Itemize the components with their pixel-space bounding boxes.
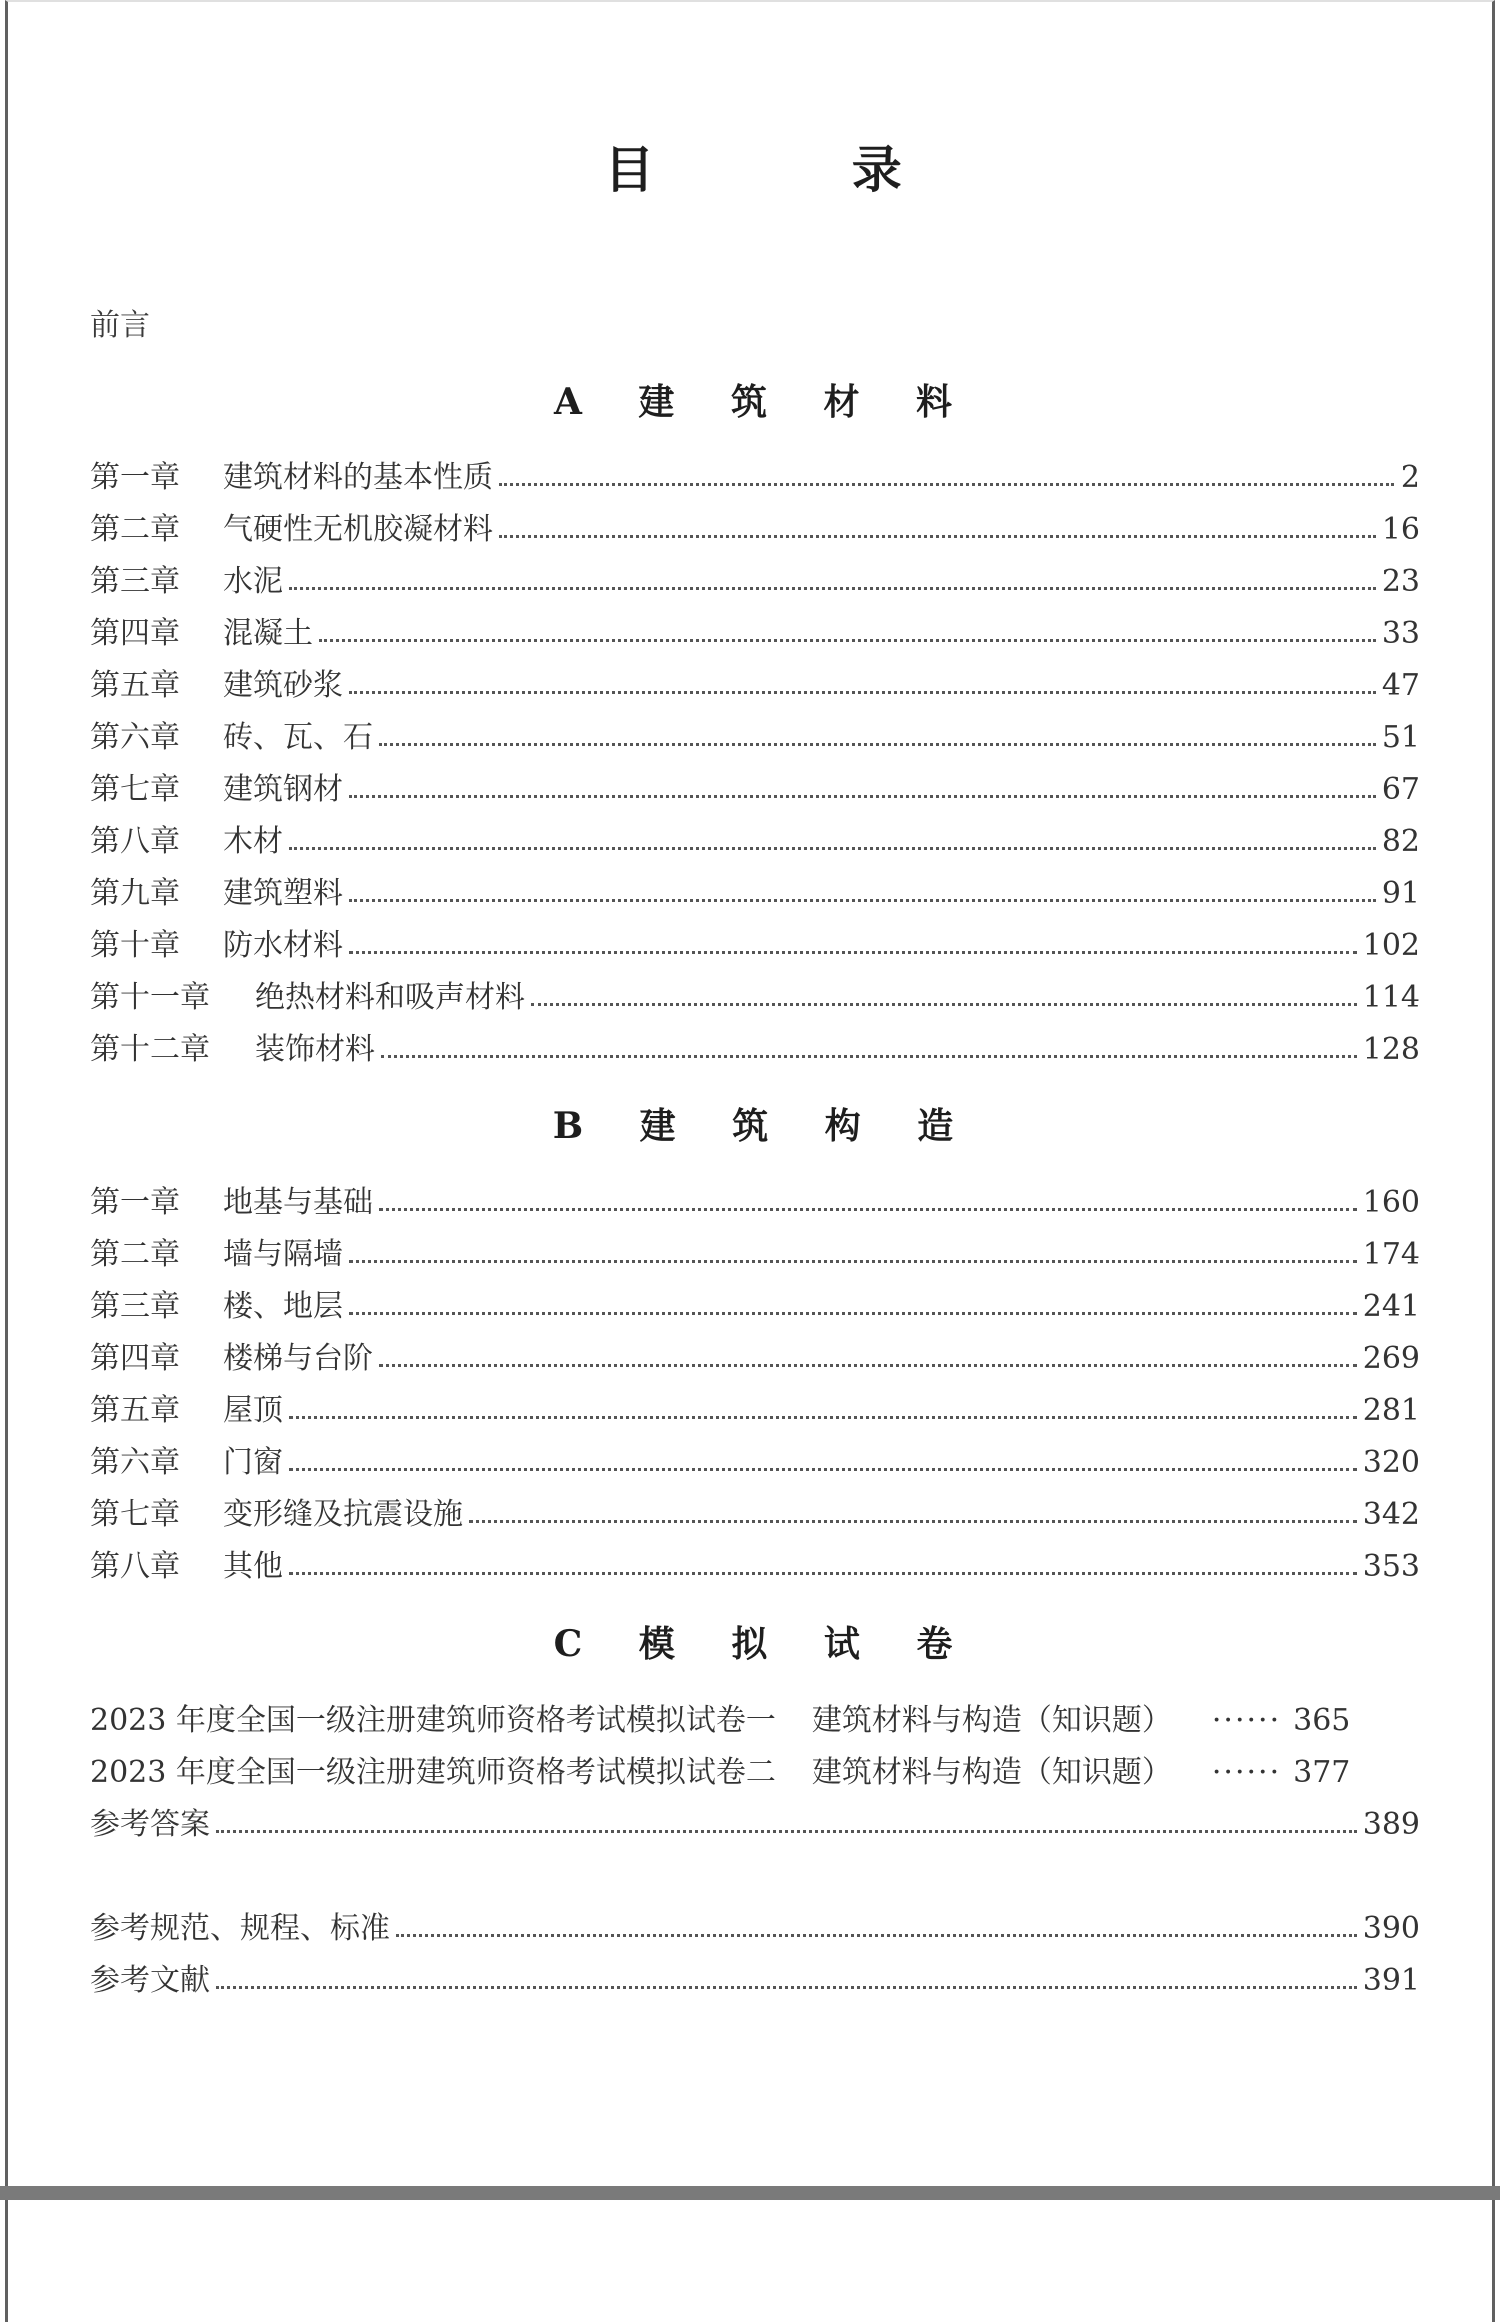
toc-entry[interactable] bbox=[90, 1385, 1420, 1437]
chapter-title: 气硬性无机胶凝材料 bbox=[223, 512, 493, 547]
chapter-number: 第八章 bbox=[90, 1549, 180, 1584]
toc-entry[interactable] bbox=[90, 1177, 1420, 1229]
leader-dots: ······ bbox=[1211, 1755, 1282, 1790]
chapter-number: 第十章 bbox=[90, 928, 180, 963]
toc-entry[interactable] bbox=[90, 972, 1420, 1024]
page-number: 390 bbox=[1362, 1911, 1420, 1946]
page-number: 33 bbox=[1381, 616, 1420, 651]
chapter-title: 楼梯与台阶 bbox=[223, 1341, 373, 1376]
leader-dots bbox=[499, 535, 1376, 538]
leader-dots bbox=[289, 1468, 1357, 1471]
toc-entry[interactable] bbox=[90, 504, 1420, 556]
page-number: 353 bbox=[1362, 1549, 1420, 1584]
toc-entry[interactable] bbox=[90, 1695, 1420, 1747]
leader-dots bbox=[349, 899, 1376, 902]
leader-dots bbox=[216, 1986, 1357, 1989]
toc-entry[interactable] bbox=[90, 920, 1420, 972]
leader-dots bbox=[216, 1830, 1357, 1833]
page-number: 102 bbox=[1362, 928, 1420, 963]
chapter-title: 绝热材料和吸声材料 bbox=[255, 980, 525, 1015]
page-number: 377 bbox=[1293, 1755, 1351, 1790]
page-number: 174 bbox=[1362, 1237, 1420, 1272]
chapter-number: 第一章 bbox=[90, 460, 180, 495]
page-number: 91 bbox=[1381, 876, 1420, 911]
page-number: 241 bbox=[1362, 1289, 1420, 1324]
chapter-title: 地基与基础 bbox=[223, 1185, 373, 1220]
chapter-number: 第十二章 bbox=[90, 1032, 210, 1067]
chapter-title: 门窗 bbox=[223, 1445, 283, 1480]
toc-entry[interactable] bbox=[90, 764, 1420, 816]
leader-dots bbox=[319, 639, 1376, 642]
toc-section-c bbox=[90, 1695, 1420, 2007]
section-heading-b: B 建 筑 构 造 bbox=[552, 1105, 976, 1147]
chapter-number: 第十一章 bbox=[90, 980, 210, 1015]
page-number: 128 bbox=[1362, 1032, 1420, 1067]
answers-title: 参考答案 bbox=[90, 1807, 210, 1842]
toc-entry[interactable] bbox=[90, 1799, 1420, 1851]
chapter-title: 墙与隔墙 bbox=[223, 1237, 343, 1272]
page-divider bbox=[0, 2186, 1500, 2200]
leader-dots bbox=[349, 951, 1357, 954]
leader-dots bbox=[289, 587, 1376, 590]
page-number: 23 bbox=[1381, 564, 1420, 599]
chapter-title: 木材 bbox=[223, 824, 283, 859]
leader-dots bbox=[349, 1312, 1357, 1315]
page-number: 391 bbox=[1362, 1963, 1420, 1998]
chapter-title: 砖、瓦、石 bbox=[223, 720, 373, 755]
toc-entry[interactable] bbox=[90, 1437, 1420, 1489]
chapter-number: 第四章 bbox=[90, 616, 180, 651]
toc-page bbox=[5, 0, 1495, 2186]
chapter-number: 第五章 bbox=[90, 1393, 180, 1428]
chapter-title: 楼、地层 bbox=[223, 1289, 343, 1324]
page-number: 47 bbox=[1381, 668, 1420, 703]
leader-dots bbox=[289, 847, 1376, 850]
chapter-number: 第二章 bbox=[90, 512, 180, 547]
chapter-number: 第六章 bbox=[90, 1445, 180, 1480]
page-number: 2 bbox=[1400, 460, 1420, 495]
chapter-number: 第三章 bbox=[90, 564, 180, 599]
chapter-number: 第六章 bbox=[90, 720, 180, 755]
leader-dots bbox=[469, 1520, 1357, 1523]
exam-subtitle: 建筑材料与构造（知识题） bbox=[811, 1703, 1172, 1738]
leader-dots bbox=[289, 1416, 1357, 1419]
leader-dots bbox=[379, 743, 1376, 746]
chapter-title: 建筑钢材 bbox=[223, 772, 343, 807]
toc-entry[interactable] bbox=[90, 556, 1420, 608]
page-number: 51 bbox=[1381, 720, 1420, 755]
leader-dots bbox=[349, 691, 1376, 694]
toc-section-b bbox=[90, 1177, 1420, 1593]
section-heading-c: C 模 拟 试 卷 bbox=[553, 1623, 975, 1665]
chapter-title: 水泥 bbox=[223, 564, 283, 599]
page-number: 82 bbox=[1381, 824, 1420, 859]
toc-entry[interactable] bbox=[90, 1333, 1420, 1385]
next-page bbox=[5, 2200, 1495, 2322]
toc-entry[interactable] bbox=[90, 1229, 1420, 1281]
section-heading-a: A 建 筑 材 料 bbox=[553, 381, 975, 423]
page-number: 320 bbox=[1362, 1445, 1420, 1480]
chapter-title: 变形缝及抗震设施 bbox=[223, 1497, 463, 1532]
page-number: 269 bbox=[1362, 1341, 1420, 1376]
chapter-title: 防水材料 bbox=[223, 928, 343, 963]
leader-dots bbox=[349, 1260, 1357, 1263]
chapter-number: 第七章 bbox=[90, 772, 180, 807]
page-number: 389 bbox=[1362, 1807, 1420, 1842]
chapter-number: 第八章 bbox=[90, 824, 180, 859]
chapter-title: 装饰材料 bbox=[255, 1032, 375, 1067]
toc-entry[interactable] bbox=[90, 868, 1420, 920]
leader-dots bbox=[396, 1934, 1357, 1937]
page-number: 67 bbox=[1381, 772, 1420, 807]
toc-entry[interactable] bbox=[90, 1024, 1420, 1076]
toc-entry[interactable] bbox=[90, 660, 1420, 712]
page-number: 16 bbox=[1381, 512, 1420, 547]
chapter-number: 第三章 bbox=[90, 1289, 180, 1324]
appendix-title: 参考规范、规程、标准 bbox=[90, 1911, 390, 1946]
chapter-title: 建筑塑料 bbox=[223, 876, 343, 911]
leader-dots bbox=[499, 483, 1394, 486]
toc-entry[interactable] bbox=[90, 452, 1420, 504]
toc-entry[interactable] bbox=[90, 608, 1420, 660]
leader-dots bbox=[531, 1003, 1357, 1006]
exam-subtitle: 建筑材料与构造（知识题） bbox=[811, 1755, 1172, 1790]
page-number: 281 bbox=[1362, 1393, 1420, 1428]
chapter-number: 第一章 bbox=[90, 1185, 180, 1220]
chapter-title: 屋顶 bbox=[223, 1393, 283, 1428]
toc-section-a bbox=[90, 452, 1420, 1076]
leader-dots bbox=[289, 1572, 1357, 1575]
leader-dots bbox=[379, 1364, 1357, 1367]
page-title: 目 录 bbox=[604, 140, 992, 199]
chapter-title: 建筑砂浆 bbox=[223, 668, 343, 703]
toc-entry[interactable] bbox=[90, 712, 1420, 764]
preface-entry[interactable]: 前言 bbox=[90, 308, 150, 343]
toc-entry[interactable] bbox=[90, 1281, 1420, 1333]
exam-title: 2023 年度全国一级注册建筑师资格考试模拟试卷二 bbox=[90, 1755, 776, 1790]
toc-entry[interactable] bbox=[90, 1747, 1420, 1799]
page-number: 114 bbox=[1362, 980, 1420, 1015]
page-number: 342 bbox=[1362, 1497, 1420, 1532]
chapter-title: 混凝土 bbox=[223, 616, 313, 651]
page-number: 160 bbox=[1362, 1185, 1420, 1220]
page-number: 365 bbox=[1293, 1703, 1351, 1738]
chapter-number: 第五章 bbox=[90, 668, 180, 703]
toc-entry[interactable] bbox=[90, 816, 1420, 868]
toc-entry[interactable] bbox=[90, 1541, 1420, 1593]
exam-title: 2023 年度全国一级注册建筑师资格考试模拟试卷一 bbox=[90, 1703, 776, 1738]
leader-dots bbox=[381, 1055, 1357, 1058]
toc-entry[interactable] bbox=[90, 1489, 1420, 1541]
toc-entry[interactable] bbox=[90, 1903, 1420, 1955]
chapter-title: 建筑材料的基本性质 bbox=[223, 460, 493, 495]
leader-dots: ······ bbox=[1211, 1703, 1282, 1738]
leader-dots bbox=[349, 795, 1376, 798]
chapter-number: 第七章 bbox=[90, 1497, 180, 1532]
chapter-title: 其他 bbox=[223, 1549, 283, 1584]
chapter-number: 第四章 bbox=[90, 1341, 180, 1376]
chapter-number: 第二章 bbox=[90, 1237, 180, 1272]
leader-dots bbox=[379, 1208, 1357, 1211]
toc-entry[interactable] bbox=[90, 1955, 1420, 2007]
appendix-title: 参考文献 bbox=[90, 1963, 210, 1998]
chapter-number: 第九章 bbox=[90, 876, 180, 911]
